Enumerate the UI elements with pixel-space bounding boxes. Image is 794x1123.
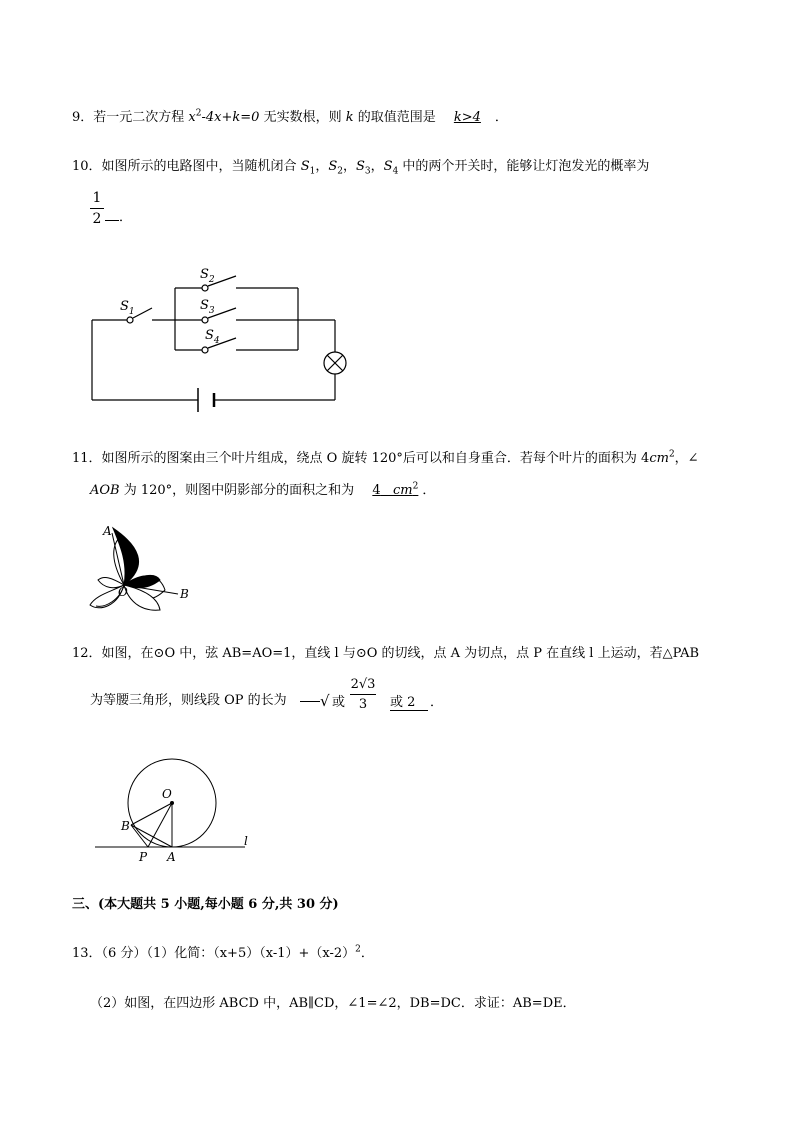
question-12-line2: 为等腰三角形，则线段 OP 的长为	[90, 693, 287, 708]
label-a: A	[167, 850, 176, 864]
label-p: P	[139, 850, 148, 864]
label-s1: $S_1$	[120, 299, 135, 317]
segment-ba	[131, 825, 172, 847]
q10-answer-end: ．	[105, 208, 132, 227]
label-l: l	[244, 834, 248, 848]
label-s3: $S_3$	[200, 298, 215, 316]
label-o: O	[118, 585, 128, 599]
label-o: O	[162, 787, 172, 801]
q9-answer: k>4	[453, 110, 481, 125]
q11-answer: 4 $cm^2$	[372, 481, 419, 498]
segment-bp	[131, 825, 148, 847]
question-13-part1: 13．（6 分）（1）化简：$(x+5)(x-1)+(x-2)^2$．	[72, 944, 374, 961]
question-10: 10．如图所示的电路图中，当随机闭合 $S_1$，$S_2$，$S_3$，$S_4$ 中的两个开关时，能够让灯泡发光的概率为	[72, 159, 650, 177]
question-12-line1: 12．如图，在⊙O 中，弦 AB=AO=1，直线 l 与⊙O 的切线，点 A 为切点，点 P 在直线 l 上运动，若△PAB	[72, 646, 700, 661]
label-b: B	[180, 587, 189, 601]
label-b: B	[121, 819, 130, 833]
section-3-heading: 三、(本大题共 5 小题,每小题 6 分,共 30 分)	[72, 897, 339, 912]
label-a: A	[103, 524, 112, 538]
label-s2: $S_2$	[200, 267, 215, 285]
question-11-line1: 11．如图所示的图案由三个叶片组成，绕点 O 旋转 120°后可以和自身重合．若每个叶片的面积为 $4cm^2$，∠	[72, 449, 699, 466]
question-11-line2: AOB 为 120°，则图中阴影部分的面积之和为 4 $cm^2$ ．	[90, 481, 436, 498]
label-s4: $S_4$	[205, 328, 220, 346]
center-o-dot	[170, 801, 174, 805]
question-13-part2: （2）如图，在四边形 ABCD 中，AB∥CD，∠1=∠2，DB=DC．求证：AB=DE．	[90, 996, 576, 1011]
question-9: 9．若一元二次方程 $x^2-4x+k=0$ 无实数根，则 k 的取值范围是 k>4 ．	[72, 108, 508, 125]
q10-answer-fraction: 1 2	[90, 190, 104, 227]
